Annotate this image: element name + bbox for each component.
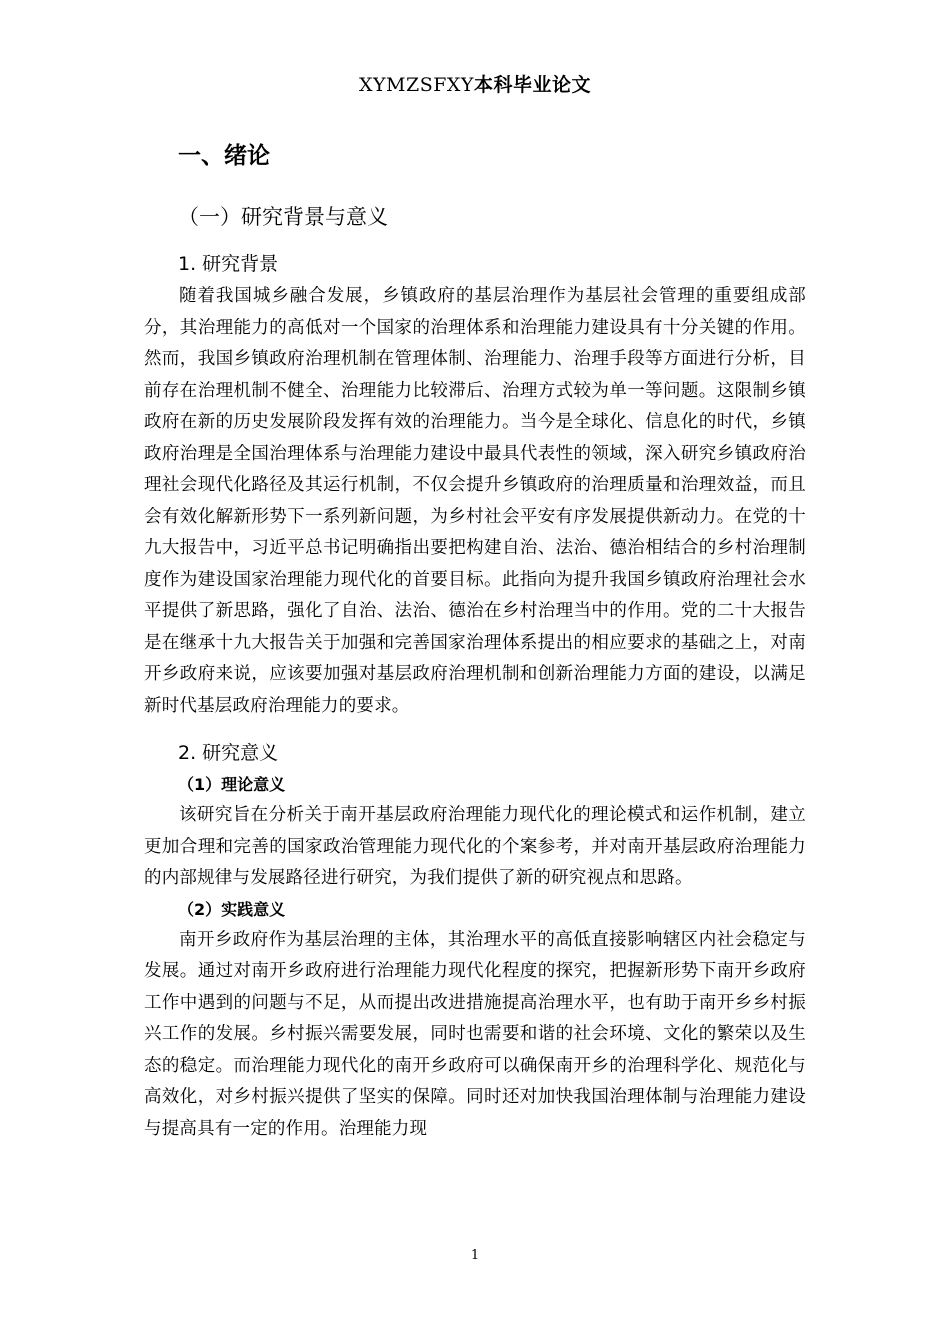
practice-heading: （2）实践意义 — [178, 899, 286, 919]
page-body — [144, 134, 806, 1145]
page-header — [0, 70, 950, 97]
background-paragraph: 随着我国城乡融合发展，乡镇政府的基层治理作为基层社会管理的重要组成部分，其治理能力的高低对一个国家的治理体系和治理能力建设具有十分关键的作用。然而，我国乡镇政府治理机制在管理体制、治理能力、治理手段等方面进行分析，目前存在治理机制不健全、治理能力比较滞后、治理方式较为单一等问题。这限制乡镇政府在新的历史发展阶段发挥有效的治理能力。当今是全球化、信息化的时代，乡镇政府治理是全国治理体系与治理能力建设中最具代表性的领域，深入研究乡镇政府治理社会现代化路径及其运行机制，不仅会提升乡镇政府的治理质量和治理效益，而且会有效化解新形势下一系列新问题，为乡村社会平安有序发展提供新动力。在党的十九大报告中，习近平总书记明确指出要把构建自治、法治、德治相结合的乡村治理制度作为建设国家治理能力现代化的首要目标。此指向为提升我国乡镇政府治理社会水平提供了新思路，强化了自治、法治、德治在乡村治理当中的作用。党的二十大报告是在继承十九大报告关于加强和完善国家治理体系提出的相应要求的基础之上，对南开乡政府来说，应该要加强对基层政府治理机制和创新治理能力方面的建设，以满足新时代基层政府治理能力的要求。 — [144, 286, 806, 716]
subsection-heading: （一）研究背景与意义 — [178, 205, 388, 229]
theory-paragraph: 该研究旨在分析关于南开基层政府治理能力现代化的理论模式和运作机制，建立更加合理和完善的国家政治管理能力现代化的个案参考，并对南开基层政府治理能力的内部规律与发展路径进行研究，为我们提供了新的研究视点和思路。 — [144, 805, 806, 888]
section-heading: 一、绪论 — [178, 143, 270, 169]
theory-heading: （1）理论意义 — [178, 775, 286, 794]
background-heading: 1. 研究背景 — [178, 253, 279, 275]
header-title: 本科毕业论文 — [473, 74, 591, 96]
page-number: 1 — [470, 1248, 480, 1263]
significance-heading: 2. 研究意义 — [178, 742, 279, 764]
practice-paragraph: 南开乡政府作为基层治理的主体，其治理水平的高低直接影响辖区内社会稳定与发展。通过对南开乡政府进行治理能力现代化程度的探究，把握新形势下南开乡政府工作中遇到的问题与不足，从而提出改进措施提高治理水平，也有助于南开乡乡村振兴工作的发展。乡村振兴需要发展，同时也需要和谐的社会环境、文化的繁荣以及生态的稳定。而治理能力现代化的南开乡政府可以确保南开乡的治理科学化、规范化与高效化，对乡村振兴提供了坚实的保障。同时还对加快我国治理体制与治理能力建设与提高具有一定的作用。治理能力现 — [144, 929, 806, 1139]
header-code: XYMZSFXY — [358, 74, 474, 96]
